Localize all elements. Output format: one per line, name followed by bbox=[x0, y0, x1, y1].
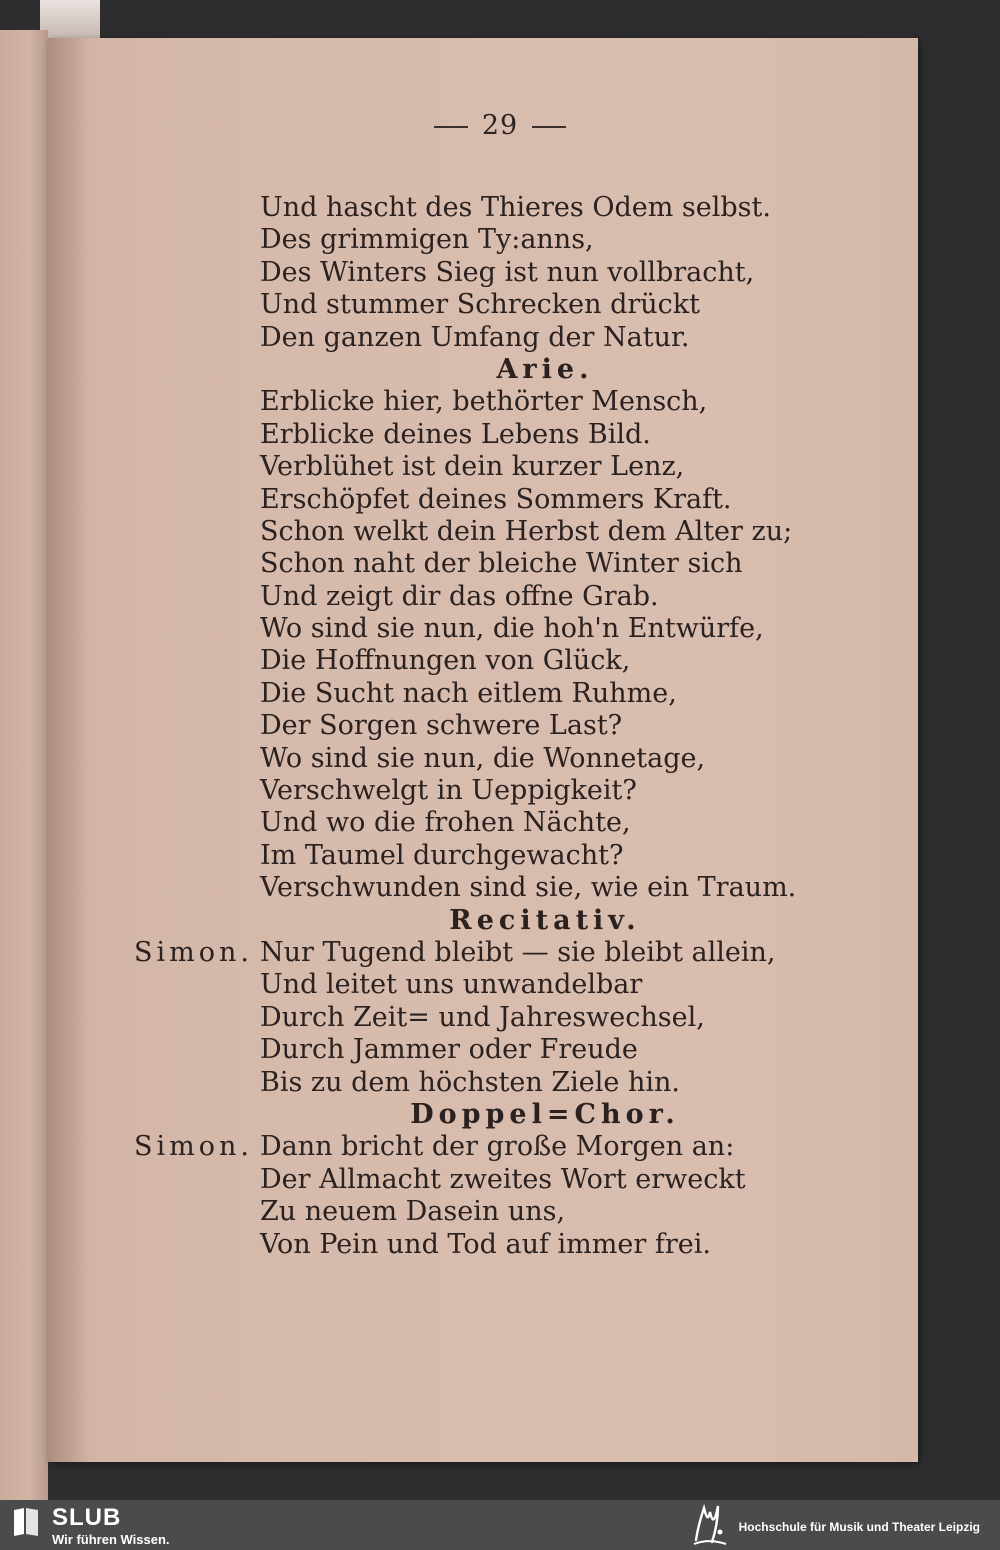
verse-text: Der Sorgen schwere Last? bbox=[260, 710, 623, 742]
verse-text: Durch Jammer oder Freude bbox=[260, 1034, 638, 1066]
verse-line bbox=[130, 451, 890, 483]
verse-line bbox=[130, 1196, 890, 1228]
verse-line bbox=[130, 322, 890, 354]
verse-text: Des grimmigen Ty:anns, bbox=[260, 224, 594, 256]
verse-line bbox=[130, 484, 890, 516]
verse-line bbox=[130, 386, 890, 418]
page-number-dash-left bbox=[434, 126, 468, 128]
verse-text: Verblühet ist dein kurzer Lenz, bbox=[260, 451, 685, 483]
verse-text: Schon welkt dein Herbst dem Alter zu; bbox=[260, 515, 793, 547]
verse-text: Den ganzen Umfang der Natur. bbox=[260, 321, 690, 353]
verse-line bbox=[130, 1034, 890, 1066]
hmt-logo-icon bbox=[690, 1502, 730, 1548]
section-heading: Arie. bbox=[496, 353, 594, 385]
library-name: SLUB bbox=[52, 1504, 122, 1531]
verse-text: Die Hoffnungen von Glück, bbox=[260, 645, 631, 677]
verse-line bbox=[130, 775, 890, 807]
section-heading: Doppel=Chor. bbox=[410, 1098, 680, 1130]
section-heading: Recitativ. bbox=[449, 904, 641, 936]
verse-line bbox=[130, 969, 890, 1001]
verse-text: Wo sind sie nun, die Wonnetage, bbox=[260, 742, 706, 774]
verse-line bbox=[130, 1067, 890, 1099]
page-number-dash-right bbox=[532, 126, 566, 128]
verse-line bbox=[130, 419, 890, 451]
verse-line bbox=[130, 516, 890, 548]
page-number-value: 29 bbox=[481, 110, 519, 141]
gutter-shadow bbox=[48, 38, 88, 1462]
page-number bbox=[0, 110, 1000, 141]
verse-line bbox=[130, 710, 890, 742]
verse-text: Und hascht des Thieres Odem selbst. bbox=[260, 192, 771, 223]
verse-line bbox=[130, 807, 890, 839]
verse-text: Die Sucht nach eitlem Ruhme, bbox=[260, 677, 677, 709]
verse-line bbox=[130, 937, 890, 969]
verse-line bbox=[130, 548, 890, 580]
verse-line bbox=[130, 224, 890, 256]
verse-line bbox=[130, 645, 890, 677]
verse-line bbox=[130, 678, 890, 710]
verse-text: Und zeigt dir das offne Grab. bbox=[260, 580, 659, 612]
verse-line bbox=[130, 257, 890, 289]
verse-line bbox=[130, 1131, 890, 1163]
viewer-footer bbox=[0, 1500, 1000, 1550]
verse-text: Verschwelgt in Ueppigkeit? bbox=[260, 775, 637, 807]
library-tagline: Wir führen Wissen. bbox=[52, 1532, 170, 1547]
verse-line bbox=[130, 1164, 890, 1196]
institution-name: Hochschule für Musik und Theater Leipzig bbox=[738, 1520, 980, 1534]
verse-text: Durch Zeit= und Jahreswechsel, bbox=[260, 1001, 705, 1033]
verse-text: Verschwunden sind sie, wie ein Traum. bbox=[260, 872, 797, 904]
verse-line bbox=[130, 1002, 890, 1034]
verse-text: Und stummer Schrecken drückt bbox=[260, 289, 701, 321]
adjacent-page-edge bbox=[0, 30, 48, 1500]
verse-line bbox=[130, 581, 890, 613]
speaker-label: Simon. bbox=[134, 1131, 253, 1163]
verse-text: Im Taumel durchgewacht? bbox=[260, 839, 624, 871]
verse-text: Des Winters Sieg ist nun vollbracht, bbox=[260, 256, 755, 288]
slub-book-icon bbox=[12, 1506, 40, 1538]
verse-text: Dann bricht der große Morgen an: bbox=[260, 1131, 735, 1163]
verse-text: Erblicke deines Lebens Bild. bbox=[260, 418, 651, 450]
verse-text: Von Pein und Tod auf immer frei. bbox=[260, 1228, 711, 1260]
verse-text: Erblicke hier, bethörter Mensch, bbox=[260, 386, 708, 418]
verse-line bbox=[130, 289, 890, 321]
libretto-text bbox=[130, 192, 890, 1261]
verse-text: Zu neuem Dasein uns, bbox=[260, 1196, 566, 1228]
verse-text: Schon naht der bleiche Winter sich bbox=[260, 548, 743, 580]
verse-text: Erschöpfet deines Sommers Kraft. bbox=[260, 483, 732, 515]
verse-line bbox=[130, 613, 890, 645]
verse-line bbox=[130, 1229, 890, 1261]
verse-line bbox=[130, 840, 890, 872]
verse-text: Nur Tugend bleibt — sie bleibt allein, bbox=[260, 936, 776, 968]
verse-text: Und leitet uns unwandelbar bbox=[260, 969, 643, 1001]
verse-line bbox=[130, 743, 890, 775]
verse-text: Wo sind sie nun, die hoh'n Entwürfe, bbox=[260, 613, 764, 645]
verse-text: Der Allmacht zweites Wort erweckt bbox=[260, 1163, 746, 1195]
adjacent-page-corner bbox=[40, 0, 100, 40]
verse-text: Bis zu dem höchsten Ziele hin. bbox=[260, 1066, 680, 1098]
verse-text: Und wo die frohen Nächte, bbox=[260, 807, 631, 839]
verse-line bbox=[130, 192, 890, 224]
verse-line bbox=[130, 872, 890, 904]
speaker-label: Simon. bbox=[134, 936, 253, 968]
